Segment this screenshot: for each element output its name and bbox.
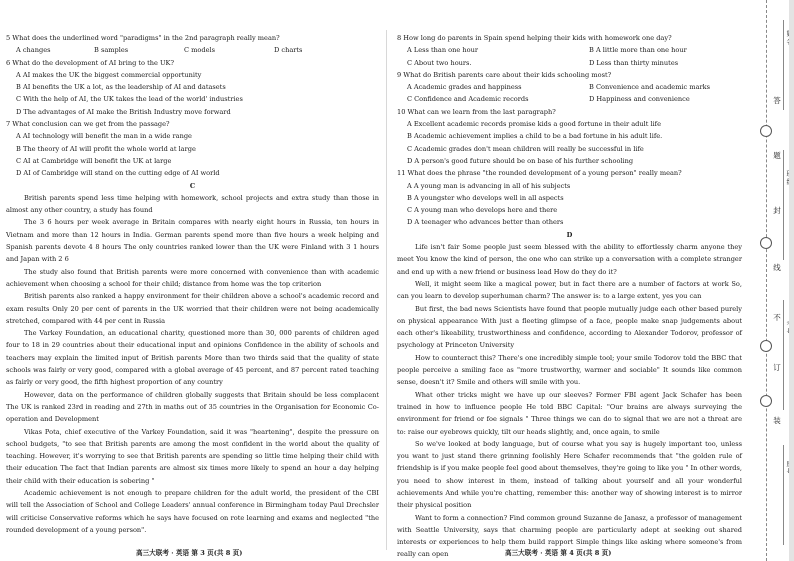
passage-paragraph: Want to form a connection? Find common ground Suzanne de Janasz, a professor of management with Seattle University, says that charming people are particularly adept at seeking out shared interests or experiences to help them build rapport Simple things like asking where someone's from really can open bbox=[397, 513, 742, 559]
question-11-stem: 11 What does the phrase "the rounded development of a young person" really mean? bbox=[397, 169, 682, 178]
column-divider bbox=[386, 30, 387, 550]
binding-rule bbox=[783, 150, 784, 260]
binding-word: 不 bbox=[773, 313, 781, 322]
binding-rule bbox=[783, 445, 784, 545]
passage-paragraph: But first, the bad news Scientists have found that people mutually judge each other based purely on physical appearance With just a fleeting glimpse of a face, people make snap judgements about each other's likeability, trustworthiness and confidence, according to Alexander Todorov, professor of psychology at Princeton University bbox=[397, 304, 742, 350]
binding-word: 封 bbox=[773, 206, 781, 215]
question-7-stem: 7 What conclusion can we get from the passage? bbox=[6, 120, 170, 129]
passage-paragraph: How to counteract this? There's one incredibly simple tool; your smile Todorov told the BBC that people perceive a smiling face as "more trustworthy, warmer and sociable" It sounds like common sense, doesn't it? Smile and others will smile with you. bbox=[397, 353, 742, 387]
binding-margin bbox=[752, 0, 794, 561]
option: C models bbox=[184, 46, 215, 55]
page-footer-left: 高三大联考 · 英语 第 3 页(共 8 页) bbox=[136, 549, 243, 557]
passage-paragraph: What other tricks might we have up our sleeves? Former FBI agent Jack Schafer has been trained in how to influence people He told BBC Capital: "Our brains are always surveying the environment for friend or foe signals " Three things we can do to signal that we are not a threat are to: raise our eyebrows quickly, tilt our heads slightly, and, once again, to smile bbox=[397, 390, 742, 436]
option: A AI makes the UK the biggest commercial opportunity bbox=[16, 70, 202, 79]
binding-rule bbox=[783, 20, 784, 110]
right-column bbox=[397, 32, 742, 561]
option: B A youngster who develops well in all aspects bbox=[407, 193, 564, 202]
binding-circle bbox=[760, 395, 772, 407]
option: B Academic achievement implies a child to be a bad fortune in his adult life. bbox=[407, 132, 663, 141]
question-5-options bbox=[6, 44, 379, 56]
option: D Less than thirty minutes bbox=[589, 58, 679, 67]
passage-paragraph: Well, it might seem like a magical power, but in fact there are a number of factors at work So, can you learn to develop superhuman charm? The answer is: to a large extent, yes you can bbox=[397, 279, 742, 301]
question-9-stem: 9 What do British parents care about their kids schooling most? bbox=[397, 70, 612, 79]
option: C AI at Cambridge will benefit the UK at large bbox=[16, 156, 172, 165]
option: B samples bbox=[94, 46, 129, 55]
binding-circle bbox=[760, 237, 772, 249]
passage-paragraph: British parents spend less time helping with homework, school projects and extra study than those in almost any other country, a study has found bbox=[6, 193, 379, 215]
option: C With the help of AI, the UK takes the lead of the world' industries bbox=[16, 95, 243, 104]
passage-paragraph: Academic achievement is not enough to prepare children for the adult world, the president of the CBI will tell the Association of School and College Leaders' annual conference in Birmingham today Paul Drechsler will criticise Conservative reforms which he says have focused on rote learning and exams and neglected "the rounded development of a young person". bbox=[6, 488, 379, 534]
binding-circle bbox=[760, 340, 772, 352]
option: D Happiness and convenience bbox=[589, 95, 690, 104]
question-8-options-row1 bbox=[397, 44, 742, 56]
option: B The theory of AI will profit the whole world at large bbox=[16, 144, 196, 153]
left-column bbox=[6, 32, 379, 536]
binding-circle bbox=[760, 125, 772, 137]
question-9-options-row1 bbox=[397, 81, 742, 93]
option: C Confidence and Academic records bbox=[407, 95, 529, 104]
binding-rule bbox=[783, 300, 784, 410]
option: C About two hours. bbox=[407, 58, 472, 67]
binding-dashed-line bbox=[766, 0, 767, 561]
passage-paragraph: So we've looked at body language, but of course what you say is hugely important too, unless you want to just stand there grinning foolishly Here Schafer recommends that "the golden rule of friendship is if you make people feel good about themselves, they're going to like you " In other words, you need to show interest in them, instead of talking about yourself and all your wonderful achievements And while you're chatting, remember this: another way of showing interest is to mirror their physical position bbox=[397, 439, 742, 510]
option: A AI technology will benefit the man in a wide range bbox=[16, 132, 192, 141]
option: C Academic grades don't mean children will really be successful in life bbox=[407, 144, 644, 153]
binding-word: 答 bbox=[773, 96, 781, 105]
page-edge-shadow bbox=[789, 0, 794, 561]
option: B A little more than one hour bbox=[589, 46, 687, 55]
binding-word: 订 bbox=[773, 363, 781, 372]
option: B AI benefits the UK a lot, as the leadership of AI and datasets bbox=[16, 83, 226, 92]
option: A A young man is advancing in all of his subjects bbox=[407, 181, 571, 190]
option: A changes bbox=[16, 46, 51, 55]
option: D A person's good future should be on base of his further schooling bbox=[407, 156, 634, 165]
option: A Excellent academic records promise kids a good fortune in their adult life bbox=[407, 120, 662, 129]
passage-paragraph: Vikas Pota, chief executive of the Varkey Foundation, said it was "heartening", despite the pressure on school budgets, "to see that British parents are among the most confident in the world about the quality of teaching. However, it's worrying to see that British parents are spending so little time helping their child with their education The fact that Indian parents are almost six times more likely to spend an hour a day helping their child with their education is sobering " bbox=[6, 427, 379, 485]
section-d-heading: D bbox=[566, 230, 573, 239]
page-footer-right: 高三大联考 · 英语 第 4 页(共 8 页) bbox=[505, 549, 612, 557]
question-5-stem: 5 What does the underlined word "paradigms" in the 2nd paragraph really mean? bbox=[6, 34, 280, 42]
option: D A teenager who advances better than others bbox=[407, 218, 564, 227]
option: A Academic grades and happiness bbox=[407, 83, 522, 92]
passage-paragraph: The 3 6 hours per week average in Britain compares with nearly eight hours in Russia, ten hours in Vietnam and more than 12 hours in India. German parents spend more than five hours a week helping and Spanish parents devote 4 8 hours The only countries ranked lower than the UK were Finland with 3 1 hours and Japan with 2 6 bbox=[6, 218, 379, 264]
option: B Convenience and academic marks bbox=[589, 83, 711, 92]
binding-word: 线 bbox=[773, 263, 781, 272]
question-6-stem: 6 What do the development of AI bring to the UK? bbox=[6, 58, 175, 67]
question-9-options-row2 bbox=[397, 93, 742, 105]
question-8-stem: 8 How long do parents in Spain spend helping their kids with homework one day? bbox=[397, 34, 672, 42]
section-c-heading: C bbox=[189, 181, 196, 190]
option: C A young man who develops here and there bbox=[407, 206, 558, 215]
passage-paragraph: However, data on the performance of children globally suggests that Britain should be less complacent The UK is ranked 23rd in reading and 27th in maths out of 35 countries in the Organisation for Economic Co-operation and Development bbox=[6, 390, 379, 424]
binding-word: 题 bbox=[773, 151, 781, 160]
binding-word: 装 bbox=[773, 416, 781, 425]
option: D The advantages of AI make the British Industry move forward bbox=[16, 107, 231, 116]
option: D charts bbox=[274, 46, 303, 55]
question-10-stem: 10 What can we learn from the last paragraph? bbox=[397, 107, 556, 116]
question-8-options-row2 bbox=[397, 57, 742, 69]
passage-paragraph: British parents also ranked a happy environment for their children above a school's academic record and exam results Only 20 per cent of parents in the UK worried that their children were not being academically stretched, compared with 44 per cent in Russia bbox=[6, 292, 379, 325]
passage-paragraph: Life isn't fair Some people just seem blessed with the ability to effortlessly charm anyone they meet You know the kind of person, the one who can strike up a conversation with a complete stranger and end up with a new friend or business lead How do they do it? bbox=[397, 243, 742, 276]
option: D AI of Cambridge will stand on the cutting edge of AI world bbox=[16, 169, 220, 178]
passage-paragraph: The Varkey Foundation, an educational charity, questioned more than 30, 000 parents of children aged four to 18 in 29 countries about their educational input and opinions Confidence in the ability of schools and teachers may explain the limited input of British parents More than two thirds said that the quality of state schools was fairly or very good, compared with a global average of 45 percent, and 87 percent rated teaching as fairly or very good, the fifth highest proportion of any country bbox=[6, 329, 379, 387]
passage-paragraph: The study also found that British parents were more concerned with convenience than with academic achievement when choosing a school for their child; distance from home was the top criterion bbox=[6, 267, 379, 288]
option: A Less than one hour bbox=[407, 46, 479, 55]
